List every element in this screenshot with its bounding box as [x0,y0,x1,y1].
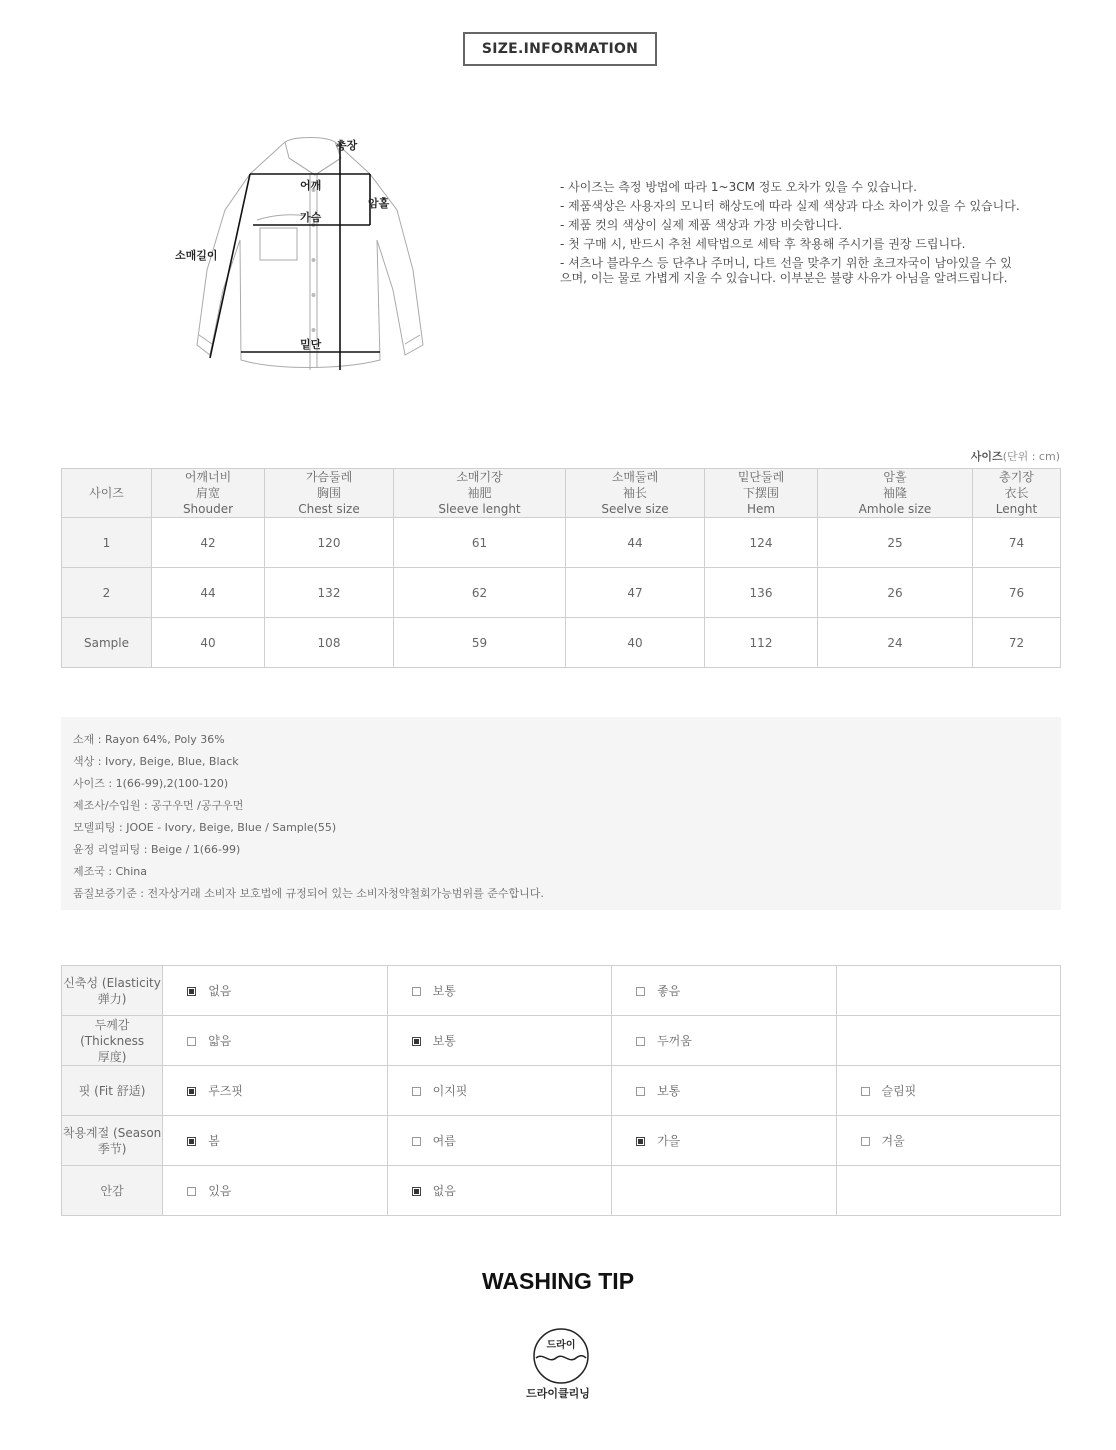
unit-rest: (단위 : cm) [1002,450,1060,463]
dry-cleaning-label: 드라이클리닝 [526,1387,590,1400]
table-row [62,518,1061,568]
fabric-option [612,966,836,1016]
info-line: 모델피팅 : JOOE - Ivory, Beige, Blue / Sample(55) [73,821,337,834]
dry-clean-icon [531,1328,591,1384]
table-cell: 59 [394,618,566,668]
fabric-option-label: 없음 [432,1184,456,1198]
checked-box-icon [412,1037,421,1046]
table-cell: 42 [152,518,265,568]
table-cell: 120 [265,518,394,568]
size-table [61,468,1061,668]
table-cell: 74 [973,518,1061,568]
fabric-option-label: 겨울 [881,1134,905,1148]
unchecked-box-icon [187,1187,196,1196]
fabric-option-label: 없음 [208,984,232,998]
info-line: 색상 : Ivory, Beige, Blue, Black [73,755,239,768]
fabric-option [612,1016,836,1066]
fabric-option [163,1166,387,1216]
table-row [62,568,1061,618]
table-cell: 24 [818,618,973,668]
size-table-header-row [62,469,1061,518]
note-item: - 제품 컷의 색상이 실제 제품 색상과 가장 비슷합니다. [560,218,843,232]
fabric-attributes-table [61,965,1061,1216]
unchecked-box-icon [412,1137,421,1146]
fabric-option-label: 보통 [657,1084,681,1098]
table-cell: 136 [705,568,818,618]
fabric-row [62,1116,1061,1166]
fabric-row-label: 두께감 (Thickness 厚度) [62,1016,163,1066]
unchecked-box-icon [636,1037,645,1046]
fabric-row [62,1016,1061,1066]
fabric-option [387,966,611,1016]
header-length: 총기장 衣长 Lenght [973,469,1061,518]
info-line: 윤정 리얼피팅 : Beige / 1(66-99) [73,843,241,856]
fabric-option-label: 두꺼움 [657,1034,692,1048]
fabric-option-label: 얇음 [208,1034,232,1048]
table-cell: 132 [265,568,394,618]
fabric-option [836,1166,1061,1216]
table-cell: 2 [62,568,152,618]
product-info-box [61,717,1061,910]
checked-box-icon [187,1087,196,1096]
length-label: 총장 [336,139,358,152]
table-cell: 108 [265,618,394,668]
fabric-option-label: 슬림핏 [881,1084,917,1098]
header-hem: 밑단둘레 下摆围 Hem [705,469,818,518]
header-size: 사이즈 [62,469,152,518]
fabric-row [62,966,1061,1016]
table-cell: 40 [152,618,265,668]
washing-tip-title: WASHING TIP [481,1268,635,1294]
fabric-option [836,966,1061,1016]
info-line: 제조사/수입원 : 공구우먼 /공구우먼 [73,799,244,812]
fabric-option [387,1016,611,1066]
fabric-option [387,1066,611,1116]
unchecked-box-icon [861,1137,870,1146]
unchecked-box-icon [187,1037,196,1046]
table-cell: 76 [973,568,1061,618]
unchecked-box-icon [636,987,645,996]
checked-box-icon [187,987,196,996]
header-sleeve-size: 소매둘레 袖长 Seelve size [566,469,705,518]
table-cell: 44 [152,568,265,618]
checked-box-icon [412,1187,421,1196]
header-sleeve-length: 소매기장 袖肥 Sleeve lenght [394,469,566,518]
hem-label: 밑단 [300,338,322,351]
chest-label: 가슴 [300,211,322,224]
table-cell: 26 [818,568,973,618]
note-item: - 첫 구매 시, 반드시 추천 세탁법으로 세탁 후 착용해 주시기를 권장 드립니다. [560,237,966,251]
fabric-option [612,1066,836,1116]
header-armhole: 암홀 袖隆 Amhole size [818,469,973,518]
fabric-option [163,1116,387,1166]
fabric-option-label: 여름 [432,1134,456,1148]
fabric-option-label: 가을 [657,1134,681,1148]
fabric-option-label: 이지핏 [432,1084,468,1098]
unit-bold: 사이즈 [970,450,1003,463]
fabric-row [62,1066,1061,1116]
header-shoulder: 어깨너비 肩宽 Shouder [152,469,265,518]
fabric-option-label: 루즈핏 [208,1084,243,1098]
fabric-option-label: 있음 [208,1184,232,1198]
checked-box-icon [187,1137,196,1146]
fabric-option [163,1066,387,1116]
info-line: 제조국 : China [73,865,147,878]
fabric-row [62,1166,1061,1216]
table-cell: 61 [394,518,566,568]
fabric-option [163,1016,387,1066]
fabric-option [387,1166,611,1216]
fabric-option [387,1116,611,1166]
info-line: 품질보증기준 : 전자상거래 소비자 보호법에 규정되어 있는 소비자청약철회가능범위를 준수합니다. [73,887,544,900]
size-information-title: SIZE.INFORMATION [463,32,657,66]
fabric-option [612,1116,836,1166]
info-line: 사이즈 : 1(66-99),2(100-120) [73,777,229,790]
fabric-row-label: 착용계절 (Season 季节) [62,1116,163,1166]
note-item: - 셔츠나 블라우스 등 단추나 주머니, 다트 선을 맞추기 위한 초크자국이 남아있을 수 있 으며, 이는 물로 가볍게 지울 수 있습니다. 이부분은 불량 사유가 아님을 알려드립니다. [560,256,1012,285]
fabric-option [836,1116,1061,1166]
fabric-option [836,1016,1061,1066]
fabric-option-label: 보통 [432,1034,456,1048]
fabric-option [836,1066,1061,1116]
table-cell: 25 [818,518,973,568]
unchecked-box-icon [861,1087,870,1096]
checked-box-icon [636,1137,645,1146]
table-cell: 40 [566,618,705,668]
table-cell: Sample [62,618,152,668]
table-cell: 62 [394,568,566,618]
unchecked-box-icon [636,1087,645,1096]
fabric-option-label: 보통 [432,984,456,998]
fabric-option [612,1166,836,1216]
fabric-option-label: 좋음 [657,984,681,998]
info-line: 소재 : Rayon 64%, Poly 36% [73,733,225,746]
size-unit-label [900,448,1060,464]
table-cell: 47 [566,568,705,618]
fabric-row-label: 핏 (Fit 舒适) [62,1066,163,1116]
shoulder-label: 어깨 [300,179,322,192]
header-chest: 가슴둘레 胸围 Chest size [265,469,394,518]
table-cell: 112 [705,618,818,668]
armhole-label: 암홀 [368,197,390,210]
table-cell: 1 [62,518,152,568]
dry-icon-text: 드라이 [546,1340,576,1351]
note-item: - 사이즈는 측정 방법에 따라 1~3CM 정도 오차가 있을 수 있습니다. [560,180,917,194]
table-cell: 44 [566,518,705,568]
note-item: - 제품색상은 사용자의 모니터 해상도에 따라 실제 색상과 다소 차이가 있을 수 있습니다. [560,199,1020,213]
fabric-row-label: 안감 [62,1166,163,1216]
table-cell: 72 [973,618,1061,668]
fabric-option [163,966,387,1016]
unchecked-box-icon [412,987,421,996]
table-row [62,618,1061,668]
size-notes [560,178,1060,286]
fabric-row-label: 신축성 (Elasticity 弹力) [62,966,163,1016]
table-cell: 124 [705,518,818,568]
fabric-option-label: 봄 [208,1134,220,1148]
unchecked-box-icon [412,1087,421,1096]
sleeve-length-label: 소매길이 [175,249,218,262]
